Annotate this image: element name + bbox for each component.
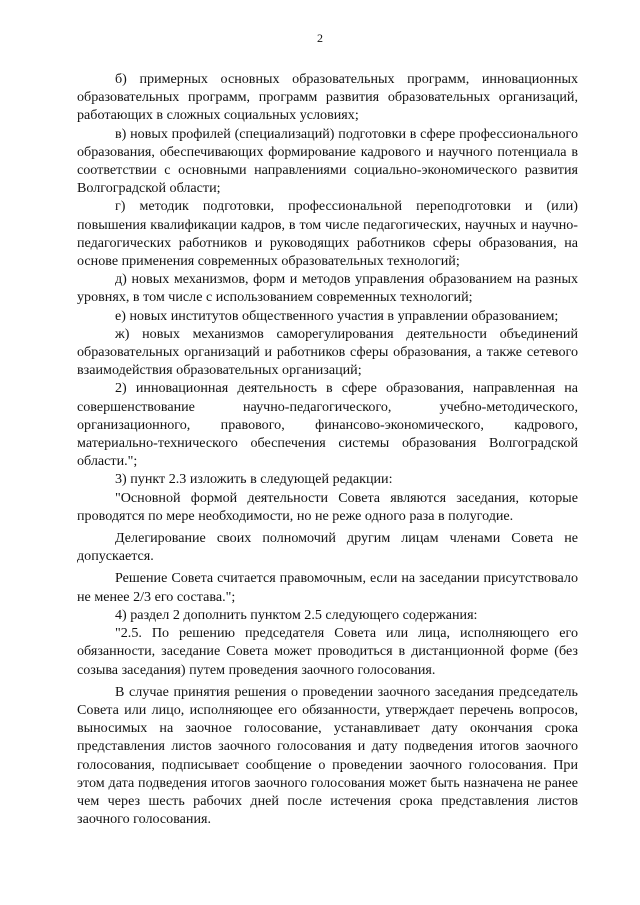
- paragraph-item-3: 3) пункт 2.3 изложить в следующей редакции:: [115, 471, 393, 488]
- paragraph-item-4: 4) раздел 2 дополнить пунктом 2.5 следующего содержания:: [115, 606, 478, 623]
- paragraph-remote-meeting: В случае принятия решения о проведении заочного заседания председатель Совета или лицо, исполняющее его обязанности, утверждает перечень вопросов, выносимых на заочное голосование, устанавливает дату окончания срока представления листов заочного голосования и дату подведения итогов заочного голосования, подписывает сообщение о проведении заочного голосования. При этом дата подведения итогов заочного голосования может быть назначена не ранее чем через шесть рабочих дней после истечения срока представления листов заочного голосования.: [77, 683, 578, 828]
- paragraph-e: е) новых институтов общественного участия в управлении образованием;: [115, 307, 559, 324]
- paragraph-2-5: "2.5. По решению председателя Совета или лица, исполняющего его обязанности, заседание Совета может проводиться в дистанционной форме (без созыва заседания) путем проведения заочного голосования.: [77, 625, 578, 678]
- paragraph-b: б) примерных основных образовательных программ, инновационных образовательных программ, программ развития образовательных организаций, работающих в сложных социальных условиях;: [77, 71, 578, 124]
- paragraph-quorum: Решение Совета считается правомочным, если на заседании присутствовало не менее 2/3 его состава.";: [77, 570, 578, 605]
- document-body: [77, 70, 578, 828]
- paragraph-g: г) методик подготовки, профессиональной переподготовки и (или) повышения квалификации кадров, в том числе педагогических, научных и научно-педагогических работников и руководящих работников сферы образования, на основе применения современных образовательных технологий;: [77, 198, 578, 270]
- paragraph-item-2: 2) инновационная деятельность в сфере образования, направленная на совершенствование научно-педагогического, учебно-методического, организационного, правового, финансово-экономического, кадрового, материально-технического обеспечения системы образования Волгоградской области.";: [77, 380, 578, 470]
- paragraph-d: д) новых механизмов, форм и методов управления образованием на разных уровнях, в том числе с использованием современных технологий;: [77, 271, 578, 306]
- page-number: 2: [317, 31, 323, 45]
- paragraph-zh: ж) новых механизмов саморегулирования деятельности объединений образовательных организаций и работников сферы образования, а также сетевого взаимодействия образовательных организаций;: [77, 325, 578, 379]
- paragraph-delegation: Делегирование своих полномочий другим лицам членами Совета не допускается.: [77, 530, 578, 565]
- paragraph-v: в) новых профилей (специализаций) подготовки в сфере профессионального образования, обеспечивающих формирование кадрового и научного потенциала в соответствии с основными направлениями социально-экономического развития Волгоградской области;: [77, 125, 578, 197]
- paragraph-main-form: "Основной формой деятельности Совета являются заседания, которые проводятся по мере необходимости, но не реже одного раза в полугодие.: [77, 489, 578, 524]
